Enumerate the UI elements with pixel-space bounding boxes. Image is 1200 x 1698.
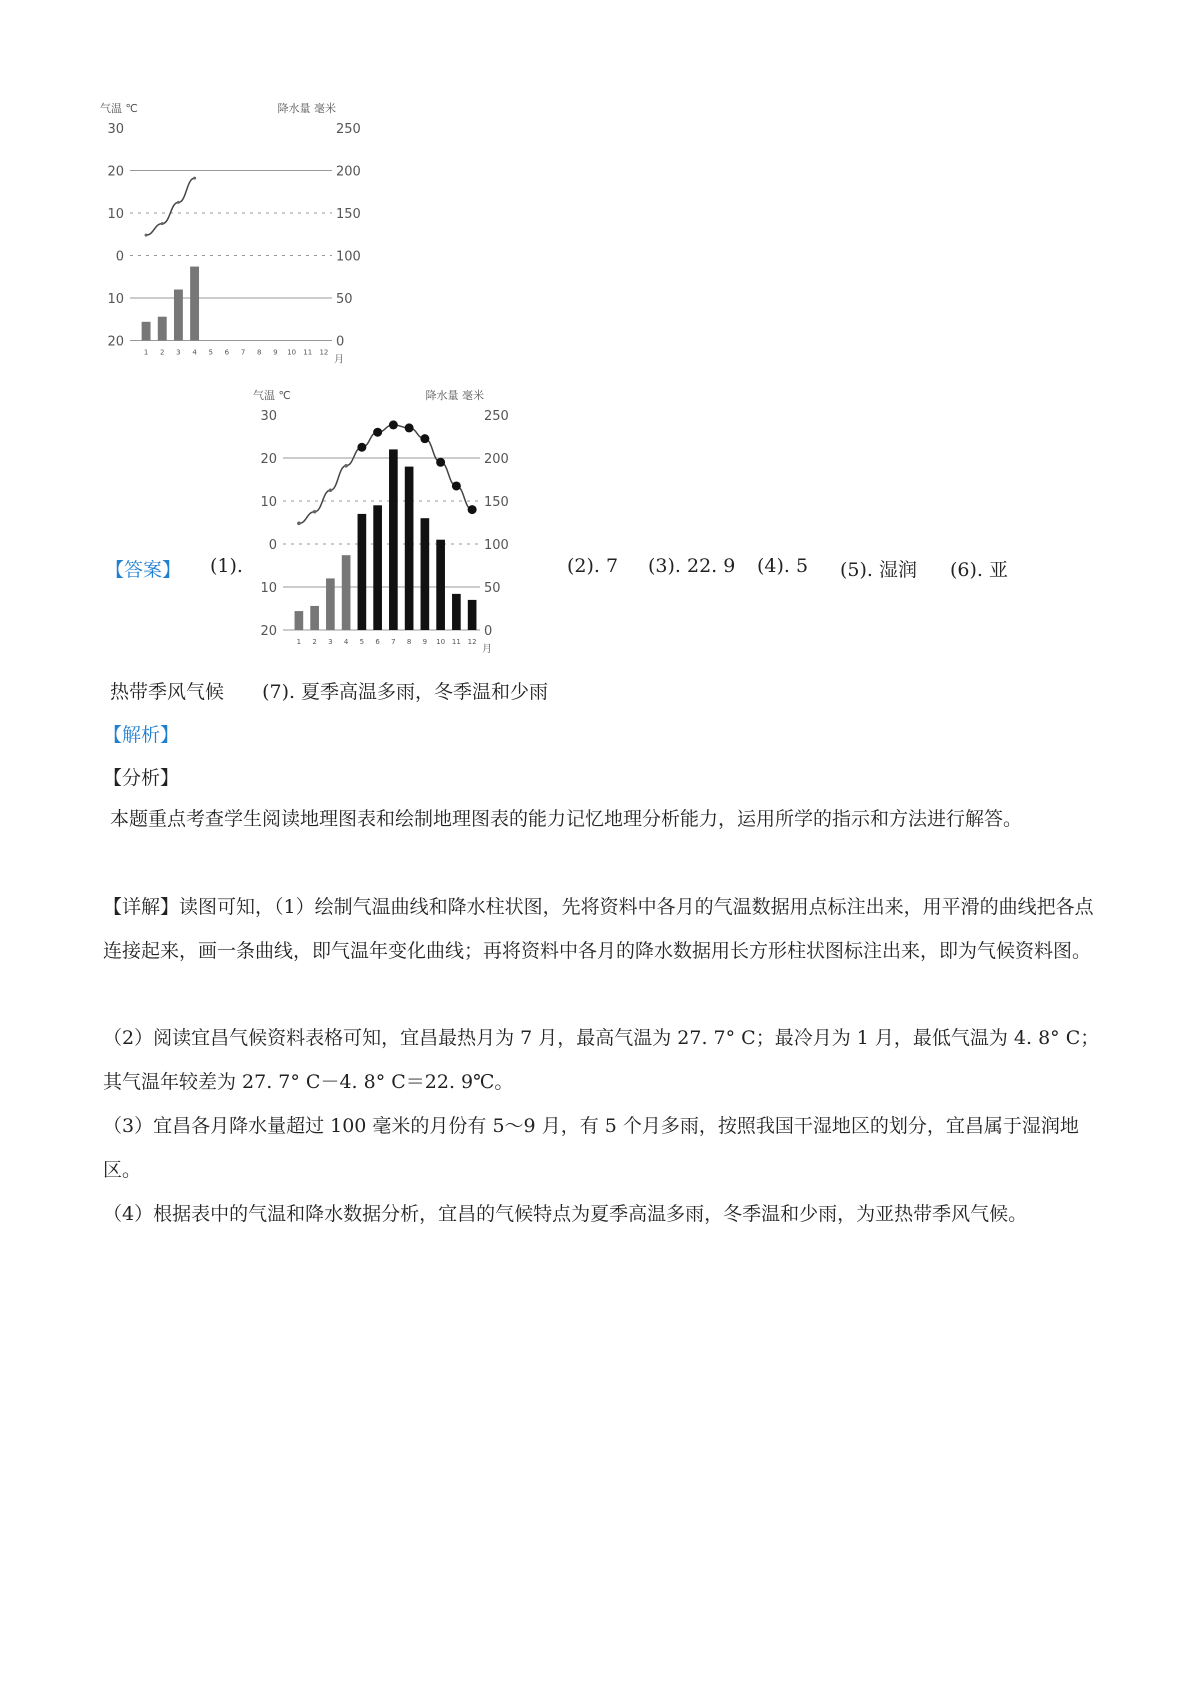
precip-tick-label: 150 xyxy=(336,207,361,222)
paragraph-3: （3）宜昌各月降水量超过 100 毫米的月份有 5～9 月，有 5 个月多雨，按照我国干湿地区的划分，宜昌属于湿润地区。 xyxy=(103,1115,1079,1181)
fenxi-text: 本题重点考查学生阅读地理图表和绘制地理图表的能力记忆地理分析能力，运用所学的指示和方法进行解答。 xyxy=(110,808,1023,830)
x-unit-label: 月 xyxy=(482,644,492,655)
precip-bar xyxy=(373,505,382,630)
precip-bar xyxy=(436,540,445,630)
precip-bar xyxy=(142,322,151,341)
temp-tick-label: 20 xyxy=(260,452,277,467)
answer-part-6: (6). 亚 xyxy=(950,559,1008,581)
month-tick-label: 1 xyxy=(143,348,149,357)
month-tick-label: 5 xyxy=(359,638,365,646)
month-tick-label: 4 xyxy=(343,638,349,646)
answer-continuation xyxy=(110,677,548,704)
precip-bar xyxy=(421,518,430,630)
answer-part-5: (5). 湿润 xyxy=(840,559,917,581)
month-tick-label: 6 xyxy=(224,348,230,357)
answer-label: 【答案】 xyxy=(105,559,182,581)
temperature-point xyxy=(389,420,398,429)
precip-bar xyxy=(468,600,477,630)
precip-axis-label: 降水量 毫米 xyxy=(277,102,336,115)
month-tick-label: 8 xyxy=(406,638,412,646)
temp-axis-label: 气温 ℃ xyxy=(253,389,291,402)
precip-bar xyxy=(295,611,304,630)
month-tick-label: 11 xyxy=(451,638,461,646)
temperature-point xyxy=(468,505,477,514)
temp-tick-label: 10 xyxy=(260,495,277,510)
climate-chart-partial-svg xyxy=(100,100,390,395)
temperature-point xyxy=(313,510,317,514)
paragraph-4: （4）根据表中的气温和降水数据分析，宜昌的气候特点为夏季高温多雨，冬季温和少雨，为亚热带季风气候。 xyxy=(103,1203,1028,1225)
paragraph-2: （2）阅读宜昌气候资料表格可知，宜昌最热月为 7 月，最高气温为 27. 7° C；最冷月为 1 月，最低气温为 4. 8° C；其气温年较差为 27. 7° C－4. 8° C＝22. 9℃。 xyxy=(103,1027,1100,1093)
month-tick-label: 12 xyxy=(319,348,329,357)
xiangjie-text: 读图可知，（1）绘制气温曲线和降水柱状图，先将资料中各月的气温数据用点标注出来，用平滑的曲线把各点连接起来，画一条曲线，即气温年变化曲线；再将资料中各月的降水数据用长方形柱状图标注出来，即为气候资料图。 xyxy=(103,896,1094,962)
month-tick-label: 6 xyxy=(375,638,380,646)
answer-cont-1: 热带季风气候 xyxy=(110,681,225,703)
precip-bar xyxy=(405,467,414,630)
temperature-point xyxy=(145,234,148,237)
temp-tick-label: 30 xyxy=(107,122,124,137)
climate-chart-answer-svg xyxy=(253,383,558,703)
jiexi-heading: 【解析】 xyxy=(103,724,180,746)
temp-tick-label: 30 xyxy=(260,409,277,424)
temp-tick-label: 10 xyxy=(107,292,124,307)
month-tick-label: 2 xyxy=(312,638,317,646)
temp-tick-label: 10 xyxy=(107,207,124,222)
month-tick-label: 3 xyxy=(328,638,333,646)
precip-tick-label: 250 xyxy=(336,122,361,137)
xiangjie-paragraph xyxy=(103,885,1103,973)
temperature-point xyxy=(420,434,429,443)
climate-chart-answer xyxy=(253,383,558,703)
precip-tick-label: 50 xyxy=(336,292,353,307)
temp-tick-label: 10 xyxy=(260,581,277,596)
precip-tick-label: 250 xyxy=(484,409,509,424)
month-tick-label: 10 xyxy=(287,348,297,357)
precip-bar xyxy=(310,606,319,630)
month-tick-label: 1 xyxy=(296,638,302,646)
precip-bar xyxy=(326,578,335,630)
precip-bar xyxy=(358,514,367,630)
precip-bar xyxy=(342,555,351,630)
temperature-point xyxy=(329,488,333,492)
precip-tick-label: 50 xyxy=(484,581,501,596)
temperature-curve xyxy=(146,178,195,235)
answer-part-3: (3). 22. 9 xyxy=(648,555,736,577)
month-tick-label: 11 xyxy=(303,348,313,357)
temperature-point xyxy=(452,481,461,490)
month-tick-label: 9 xyxy=(422,638,428,646)
precip-tick-label: 100 xyxy=(336,249,361,265)
temperature-point xyxy=(177,201,180,204)
x-unit-label: 月 xyxy=(334,354,344,366)
temperature-point xyxy=(373,428,382,437)
temperature-point xyxy=(344,464,348,468)
answer-part-1: (1). xyxy=(210,555,243,577)
precip-tick-label: 100 xyxy=(484,538,509,553)
temperature-point xyxy=(436,458,445,467)
month-tick-label: 9 xyxy=(273,348,278,357)
precip-bar xyxy=(158,317,167,341)
precip-bar xyxy=(452,594,461,630)
temp-tick-label: 0 xyxy=(115,249,124,265)
month-tick-label: 7 xyxy=(240,348,246,357)
precip-bar xyxy=(174,290,183,341)
precip-tick-label: 150 xyxy=(484,495,509,510)
precip-tick-label: 200 xyxy=(484,452,509,467)
temperature-curve xyxy=(299,425,472,523)
month-tick-label: 10 xyxy=(436,638,446,646)
temperature-point xyxy=(193,177,196,180)
month-tick-label: 5 xyxy=(208,348,213,357)
precip-axis-label: 降水量 毫米 xyxy=(425,389,484,402)
answer-part-7: (7). 夏季高温多雨，冬季温和少雨 xyxy=(262,681,549,703)
xiangjie-label: 【详解】 xyxy=(103,896,180,918)
temperature-point xyxy=(405,423,414,432)
month-tick-label: 4 xyxy=(192,348,197,357)
month-tick-label: 8 xyxy=(257,348,262,357)
temperature-point xyxy=(297,522,301,526)
month-tick-label: 12 xyxy=(467,638,477,646)
month-tick-label: 3 xyxy=(176,348,181,357)
precip-bar xyxy=(389,449,398,630)
precip-tick-label: 200 xyxy=(336,164,361,180)
climate-chart-partial xyxy=(100,100,390,395)
temperature-point xyxy=(357,443,366,452)
month-tick-label: 2 xyxy=(160,348,165,357)
temp-axis-label: 气温 ℃ xyxy=(100,102,138,115)
fenxi-heading: 【分析】 xyxy=(103,767,180,789)
answer-part-4: (4). 5 xyxy=(757,555,809,577)
answer-part-2: (2). 7 xyxy=(567,555,619,577)
temp-tick-label: 20 xyxy=(107,334,124,350)
temp-tick-label: 20 xyxy=(107,164,124,180)
precip-tick-label: 0 xyxy=(336,334,345,350)
temp-tick-label: 0 xyxy=(268,538,277,553)
temperature-point xyxy=(161,222,164,225)
month-tick-label: 7 xyxy=(391,638,396,646)
temp-tick-label: 20 xyxy=(260,624,277,639)
precip-tick-label: 0 xyxy=(484,624,493,639)
precip-bar xyxy=(190,267,199,341)
